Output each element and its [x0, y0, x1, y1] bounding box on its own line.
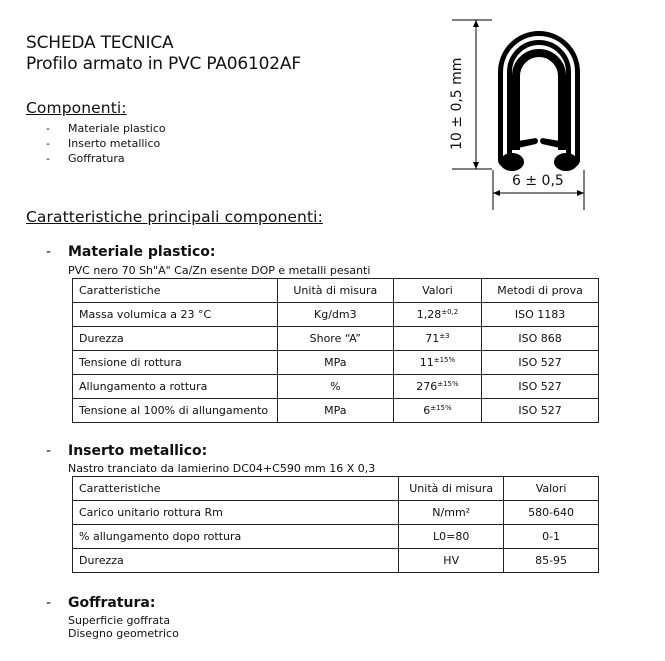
table-row: Durezza Shore “A” $71^{\pm 3}$ ISO 868	[73, 327, 599, 351]
table-row: % allungamento dopo rottura L0=80 0-1	[73, 525, 599, 549]
main-characteristics-heading: Caratteristiche principali componenti:	[26, 208, 323, 226]
profile-drawing	[449, 10, 642, 219]
table-row: Durezza HV 85-95	[73, 549, 599, 573]
components-list	[46, 121, 166, 166]
embossing-description: Superficie goffrata Disegno geometrico	[68, 614, 179, 640]
tolerance: ±0,2	[441, 308, 459, 316]
table-header-row	[73, 477, 599, 501]
tolerance: ±15%	[433, 356, 456, 364]
table-row: Massa volumica a 23 °C Kg/dm3 $1,28^{\pm 0,2}$ ISO 1183	[73, 303, 599, 327]
list-item: - Goffratura	[46, 152, 125, 165]
tolerance: ±15%	[430, 404, 452, 412]
table-row: Tensione di rottura MPa $11^{\pm 15\%}$ ISO 527	[73, 351, 599, 375]
list-item: - Inserto metallico	[46, 137, 161, 150]
metal-insert-description: Nastro tranciato da lamierino DC04+C590 mm 16 X 0,3	[68, 462, 376, 475]
column-header: Valori	[504, 477, 599, 501]
metal-properties-table	[72, 476, 599, 573]
page-title: SCHEDA TECNICA	[26, 33, 174, 53]
plastic-material-description: PVC nero 70 Sh"A" Ca/Zn esente DOP e metalli pesanti	[68, 264, 371, 277]
tolerance: ±15%	[437, 380, 459, 388]
list-item: - Materiale plastico	[46, 122, 166, 135]
metal-insert-heading: - Inserto metallico:	[46, 443, 208, 459]
column-header: Caratteristiche	[73, 279, 278, 303]
embossing-heading: - Goffratura:	[46, 595, 156, 611]
plastic-properties-table	[72, 278, 599, 423]
column-header: Unità di misura	[399, 477, 504, 501]
page-subtitle: Profilo armato in PVC PA06102AF	[26, 54, 301, 74]
table-header-row	[73, 279, 599, 303]
column-header: Valori	[393, 279, 482, 303]
column-header: Metodi di prova	[482, 279, 599, 303]
table-row: Tensione al 100% di allungamento MPa $6^{\pm 15\%}$ ISO 527	[73, 399, 599, 423]
width-dimension-label: 6 ± 0,5	[512, 173, 564, 189]
height-dimension-label: 10 ± 0,5 mm	[449, 57, 465, 150]
table-row: Carico unitario rottura Rm N/mm² 580-640	[73, 501, 599, 525]
column-header: Caratteristiche	[73, 477, 399, 501]
components-heading: Componenti:	[26, 99, 127, 117]
column-header: Unità di misura	[277, 279, 393, 303]
table-row: Allungamento a rottura % $276^{\pm 15\%}$ ISO 527	[73, 375, 599, 399]
plastic-material-heading: - Materiale plastico:	[46, 244, 216, 260]
tolerance: ±3	[439, 332, 450, 340]
